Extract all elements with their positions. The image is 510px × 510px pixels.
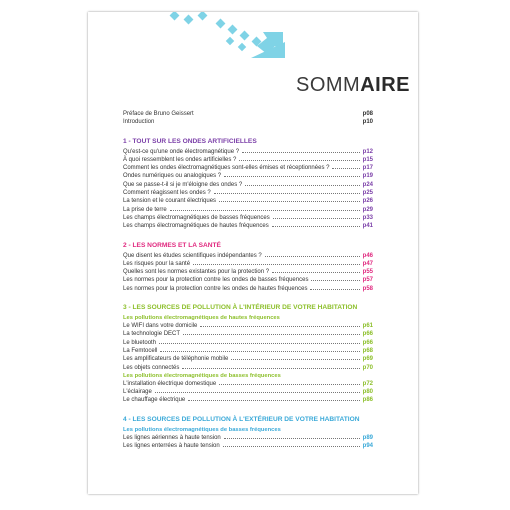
section-list (123, 380, 373, 405)
section-list (123, 252, 373, 293)
toc-entry[interactable]: La technologie DECT p66 (123, 331, 373, 338)
toc-entry[interactable]: Le WIFI dans votre domicile p61 (123, 323, 373, 330)
toc-entry[interactable]: Les lignes aériennes à haute tension p89 (123, 434, 373, 441)
section-list (123, 322, 373, 372)
intro-list (123, 110, 373, 127)
subsection-heading: Les pollutions électromagnétiques de basses fréquences (123, 426, 281, 433)
subsection-heading: Les pollutions électromagnétiques de hautes fréquences (123, 315, 280, 322)
toc-entry[interactable]: Le chauffage électrique p86 (123, 397, 373, 404)
toc-entry[interactable]: La Femtocell p68 (123, 347, 373, 354)
table-of-contents (123, 110, 373, 450)
page-title: SOMMAIRE (296, 74, 411, 96)
section-heading: 4 - LES SOURCES DE POLLUTION À L'EXTÉRIEUR DE VOTRE HABITATION (123, 415, 360, 423)
section-heading: 1 - TOUT SUR LES ONDES ARTIFICIELLES (123, 137, 257, 145)
toc-entry[interactable]: Quelles sont les normes existantes pour la protection ? p55 (123, 269, 373, 276)
toc-entry[interactable]: Que disent les études scientifiques indépendantes ? p46 (123, 252, 373, 259)
toc-entry[interactable]: Comment les ondes électromagnétiques sont-elles émises et réceptionnées ? p17 (123, 165, 373, 172)
document-page (88, 12, 418, 494)
toc-entry[interactable]: L'installation électrique domestique p72 (123, 380, 373, 387)
toc-entry[interactable]: Que se passe-t-il si je m'éloigne des ondes ? p24 (123, 181, 373, 188)
toc-entry[interactable]: Le bluetooth p66 (123, 339, 373, 346)
toc-entry[interactable]: La prise de terre p29 (123, 206, 373, 213)
toc-entry[interactable]: Comment réagissent les ondes ? p25 (123, 190, 373, 197)
toc-entry[interactable]: Les normes pour la protection contre les ondes de hautes fréquences p58 (123, 285, 373, 292)
toc-entry[interactable]: Introduction p10 (123, 119, 373, 126)
toc-entry[interactable]: Les amplificateurs de téléphonie mobile p69 (123, 356, 373, 363)
subsection-heading: Les pollutions électromagnétiques de basses fréquences (123, 372, 281, 379)
toc-entry[interactable]: Les normes pour la protection contre les ondes de basses fréquences p57 (123, 277, 373, 284)
toc-entry[interactable]: Les champs électromagnétiques de basses fréquences p33 (123, 214, 373, 221)
toc-entry[interactable]: L'éclairage p80 (123, 389, 373, 396)
toc-entry[interactable]: À quoi ressemblent les ondes artificielles ? p15 (123, 156, 373, 163)
toc-entry[interactable]: Les lignes enterrées à haute tension p94 (123, 443, 373, 450)
section-heading: 3 - LES SOURCES DE POLLUTION À L'INTÉRIEUR DE VOTRE HABITATION (123, 304, 358, 312)
section-heading: 2 - LES NORMES ET LA SANTÉ (123, 241, 221, 249)
toc-entry[interactable]: Les risques pour la santé p47 (123, 260, 373, 267)
toc-entry[interactable]: Les champs électromagnétiques de hautes fréquences p41 (123, 223, 373, 230)
toc-entry[interactable]: Qu'est-ce qu'une onde électromagnétique ? p12 (123, 148, 373, 155)
section-list (123, 434, 373, 451)
section-list (123, 148, 373, 231)
toc-entry[interactable]: Préface de Bruno Geissert p08 (123, 111, 373, 117)
toc-entry[interactable]: La tension et le courant électriques p26 (123, 198, 373, 205)
toc-entry[interactable]: Ondes numériques ou analogiques ? p19 (123, 173, 373, 180)
dotted-arrow-icon (163, 12, 293, 74)
toc-entry[interactable]: Les objets connectés p70 (123, 364, 373, 371)
